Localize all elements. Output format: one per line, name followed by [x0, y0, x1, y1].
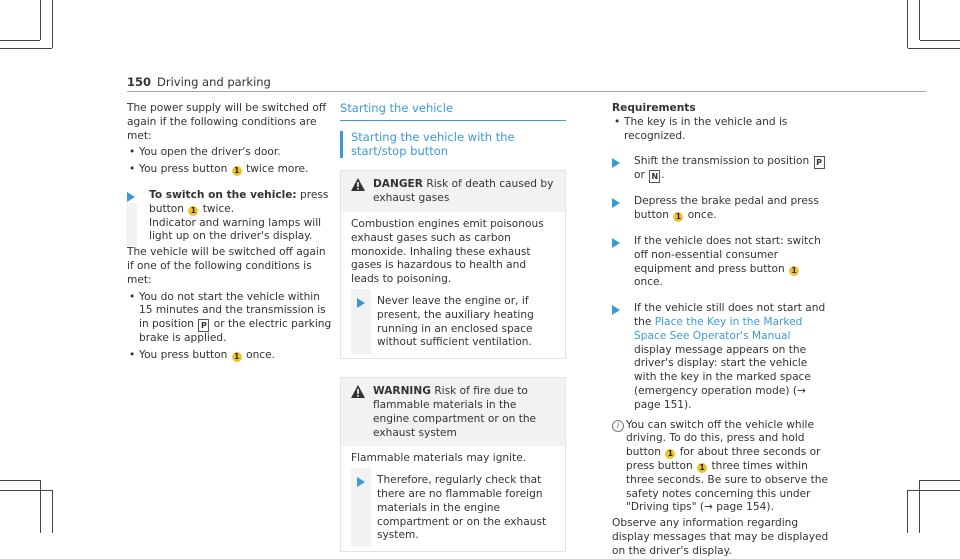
page-header	[127, 75, 271, 89]
list-item: • You press button 1 twice more.	[127, 163, 332, 177]
crop-mark	[919, 480, 920, 533]
info-icon: i	[612, 420, 624, 432]
warning-step: Therefore, regularly check that there are no flammable foreign materials in the engine compartment or on the exhaust system.	[351, 474, 555, 543]
warning-box	[340, 377, 566, 552]
button-1-badge: 1	[697, 463, 707, 473]
column-left	[127, 102, 332, 363]
crop-mark	[908, 490, 960, 491]
crop-mark	[919, 0, 920, 40]
danger-step: Never leave the engine or, if present, the auxiliary heating running in an enclosed space without sufficient ventilation.	[351, 295, 555, 350]
warning-title: Risk of fire due to flammable materials in the engine compartment or on the exhaust system	[373, 385, 537, 439]
step-shift: Shift the transmission to position P or N .	[612, 155, 830, 183]
column-right	[612, 102, 830, 559]
step-no-start: If the vehicle does not start: switch off non-essential consumer equipment and press button 1 once.	[612, 235, 830, 290]
step-bar	[126, 203, 137, 246]
danger-title: Risk of death caused by exhaust gases	[373, 178, 554, 205]
warning-body: Flammable materials may ignite. Therefore, regularly check that there are no flammable foreign materials in the engine compartment or on the exhaust system.	[341, 446, 565, 551]
requirements-title: Requirements	[612, 102, 696, 114]
warning-header	[341, 378, 565, 446]
button-1-badge: 1	[673, 212, 683, 222]
step-switch-on: To switch on the vehicle: press button 1 twice. Indicator and warning lamps will light up on the driver's display.	[127, 189, 332, 244]
chapter-title: Driving and parking	[157, 75, 271, 89]
warning-triangle-icon	[351, 385, 365, 398]
list-item: • The key is in the vehicle and is recognized.	[612, 116, 830, 144]
crop-mark	[40, 0, 41, 40]
step-arrow-icon	[612, 158, 620, 168]
warning-triangle-icon	[351, 178, 365, 191]
gear-p-icon: P	[198, 319, 209, 332]
crop-mark	[52, 0, 53, 48]
button-1-badge: 1	[188, 206, 198, 216]
button-1-badge: 1	[232, 352, 242, 362]
step-arrow-icon	[357, 477, 365, 487]
crop-mark	[0, 40, 40, 41]
step-result: Indicator and warning lamps will light up on the driver's display.	[149, 216, 322, 243]
list-item: • You press button 1 once.	[127, 349, 332, 363]
crop-mark	[920, 480, 960, 481]
step-arrow-icon	[612, 198, 620, 208]
crop-mark	[52, 490, 53, 533]
danger-header	[341, 171, 565, 212]
intro-paragraph: The power supply will be switched off again if the following conditions are met:	[127, 102, 327, 142]
final-paragraph: Observe any information regarding display messages that may be displayed on the driver's display.	[612, 517, 829, 557]
step-arrow-icon	[612, 238, 620, 248]
button-1-badge: 1	[665, 449, 675, 459]
list-item: • You open the driver's door.	[127, 146, 332, 160]
warning-label: WARNING	[373, 385, 431, 398]
display-message-link[interactable]: Place the Key in the Marked Space See Operator's Manual	[634, 315, 803, 342]
button-1-badge: 1	[232, 166, 242, 176]
gear-p-icon: P	[814, 156, 825, 169]
list-item: • You do not start the vehicle within 15 minutes and the transmission is in position P or the electric parking brake is applied.	[127, 291, 332, 346]
step-arrow-icon	[612, 305, 620, 315]
crop-mark	[920, 40, 960, 41]
column-middle	[340, 102, 566, 552]
crop-mark	[0, 48, 52, 49]
danger-body: Combustion engines emit poisonous exhaust gases such as carbon monoxide. Inhaling these exhaust gases is hazardous to health and leads to poisoning. Never leave the engine or, if present, the auxiliary heating running in an enclosed space without sufficient ventilation.	[341, 212, 565, 358]
step-arrow-icon	[127, 192, 135, 202]
page-number: 150	[127, 75, 152, 89]
crop-mark	[907, 490, 908, 533]
step-arrow-icon	[357, 298, 365, 308]
crop-mark	[908, 48, 960, 49]
button-1-badge: 1	[789, 266, 799, 276]
danger-label: DANGER	[373, 178, 423, 191]
paragraph: The vehicle will be switched off again if one of the following conditions is met:	[127, 246, 326, 286]
crop-mark	[0, 480, 40, 481]
danger-box	[340, 170, 566, 359]
step-brake: Depress the brake pedal and press button 1 once.	[612, 195, 830, 223]
header-divider	[127, 91, 926, 92]
crop-mark	[40, 480, 41, 533]
crop-mark	[907, 0, 908, 48]
gear-n-icon: N	[649, 170, 660, 183]
step-emergency: If the vehicle still does not start and the Place the Key in the Marked Space See Operator's Manual display message appears on the driver's display: start the vehicle with the key in the marked space (emergency operation mode) (→ page 151).	[612, 302, 830, 412]
subsection-title: Starting the vehicle with the start/stop button	[340, 131, 566, 159]
section-title: Starting the vehicle	[340, 102, 566, 121]
crop-mark	[0, 490, 52, 491]
tip-note: i You can switch off the vehicle while driving. To do this, press and hold button 1 for about three seconds or press button 1 three times within three seconds. Be sure to observe the safety notes concerning this under "Driving tips" (→ page 154).	[612, 419, 830, 516]
